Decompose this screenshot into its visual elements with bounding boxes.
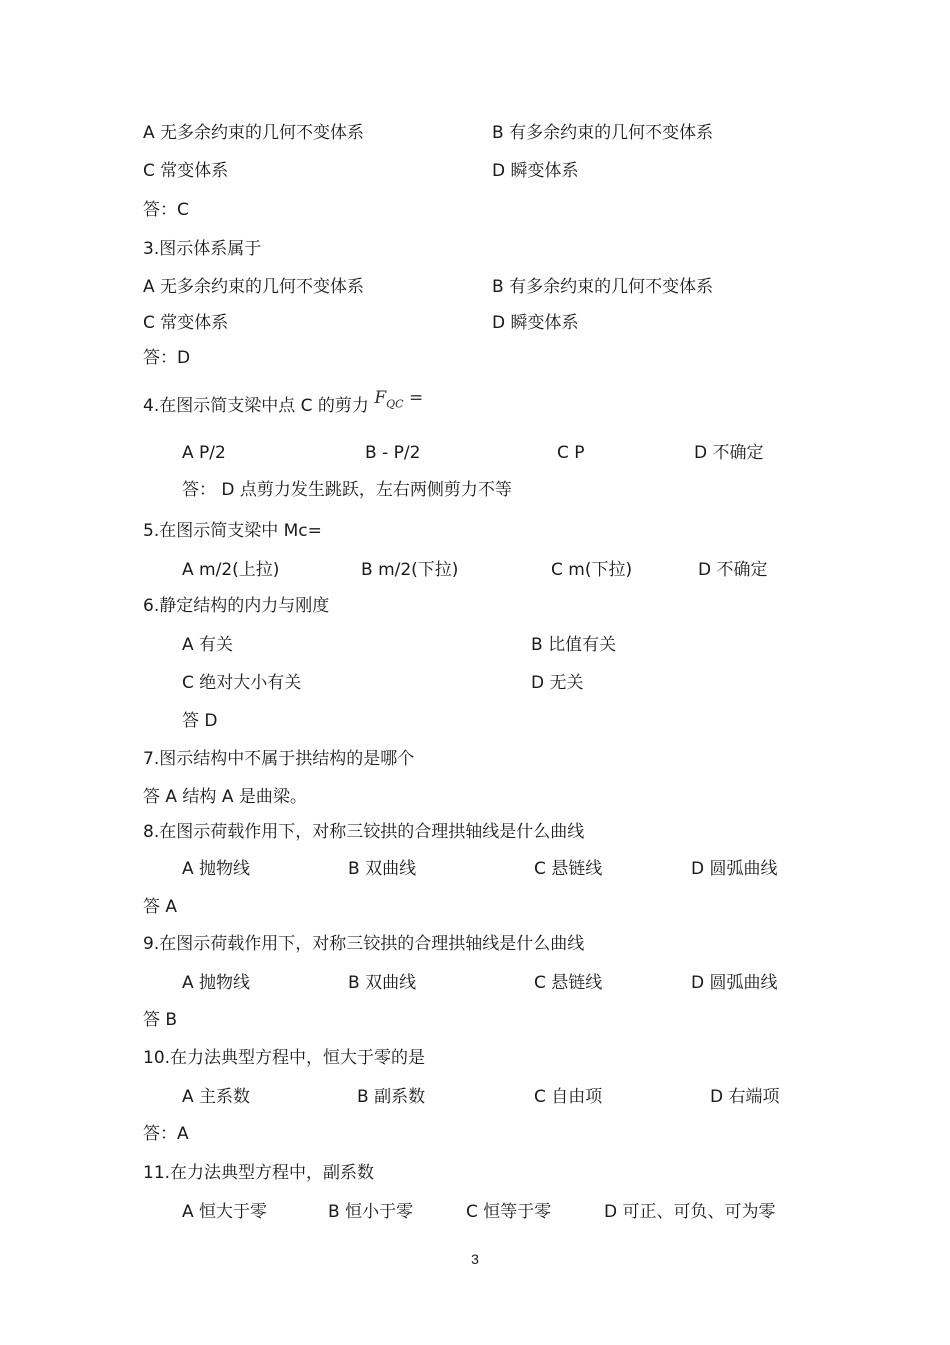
option-d: D 不确定 (694, 443, 764, 463)
option-b: B 恒小于零 (328, 1202, 414, 1222)
option-a: A m/2(上拉) (182, 560, 280, 580)
option-c: C 常变体系 (143, 161, 229, 181)
option-b: B 比值有关 (531, 635, 617, 655)
option-b: B 有多余约束的几何不变体系 (492, 123, 714, 143)
option-a: A 主系数 (182, 1087, 251, 1107)
question-title: 6.静定结构的内力与刚度 (143, 596, 330, 616)
option-a: A 无多余约束的几何不变体系 (143, 277, 365, 297)
option-b: B - P/2 (365, 443, 421, 463)
question-title: 5.在图示简支梁中 Mc= (143, 521, 322, 541)
question-title-text: 4.在图示简支梁中点 C 的剪力 (143, 396, 369, 416)
option-a: A 抛物线 (182, 859, 251, 879)
answer: 答 D (182, 711, 218, 731)
option-d: D 瞬变体系 (492, 161, 579, 181)
question-title: 11.在力法典型方程中，副系数 (143, 1163, 375, 1183)
option-d: D 可正、可负、可为零 (604, 1202, 776, 1222)
question-title: 3.图示体系属于 (143, 239, 262, 259)
answer: 答 A (143, 897, 178, 917)
question-title: 9.在图示荷载作用下，对称三铰拱的合理拱轴线是什么曲线 (143, 934, 585, 954)
answer: 答：C (143, 200, 189, 220)
option-c: C 自由项 (534, 1087, 603, 1107)
option-c: C m(下拉) (551, 560, 633, 580)
option-d: D 瞬变体系 (492, 313, 579, 333)
option-b: B m/2(下拉) (361, 560, 459, 580)
shear-force-formula: $F_{QC}$ = (374, 388, 424, 411)
answer: 答 A 结构 A 是曲梁。 (143, 787, 307, 807)
option-b: B 双曲线 (348, 859, 417, 879)
option-a: A P/2 (182, 443, 226, 463)
option-d: D 不确定 (698, 560, 768, 580)
answer: 答：D (143, 348, 191, 368)
option-d: D 圆弧曲线 (691, 859, 778, 879)
answer: 答 B (143, 1010, 178, 1030)
option-c: C 悬链线 (534, 859, 603, 879)
option-c: C 恒等于零 (466, 1202, 552, 1222)
option-a: A 无多余约束的几何不变体系 (143, 123, 365, 143)
option-c: C 悬链线 (534, 973, 603, 993)
question-title: 10.在力法典型方程中，恒大于零的是 (143, 1048, 426, 1068)
question-title: 7.图示结构中不属于拱结构的是哪个 (143, 749, 415, 769)
option-a: A 有关 (182, 635, 234, 655)
option-c: C 常变体系 (143, 313, 229, 333)
option-a: A 抛物线 (182, 973, 251, 993)
option-d: D 圆弧曲线 (691, 973, 778, 993)
option-c: C 绝对大小有关 (182, 673, 302, 693)
option-b: B 有多余约束的几何不变体系 (492, 277, 714, 297)
answer: 答：A (143, 1124, 189, 1144)
option-a: A 恒大于零 (182, 1202, 268, 1222)
question-title (143, 388, 424, 423)
page-number: 3 (471, 1251, 479, 1267)
option-b: B 双曲线 (348, 973, 417, 993)
option-d: D 右端项 (710, 1087, 780, 1107)
option-c: C P (557, 443, 585, 463)
option-b: B 副系数 (357, 1087, 426, 1107)
answer: 答： D 点剪力发生跳跃，左右两侧剪力不等 (182, 480, 512, 500)
option-d: D 无关 (531, 673, 584, 693)
question-title: 8.在图示荷载作用下，对称三铰拱的合理拱轴线是什么曲线 (143, 822, 585, 842)
